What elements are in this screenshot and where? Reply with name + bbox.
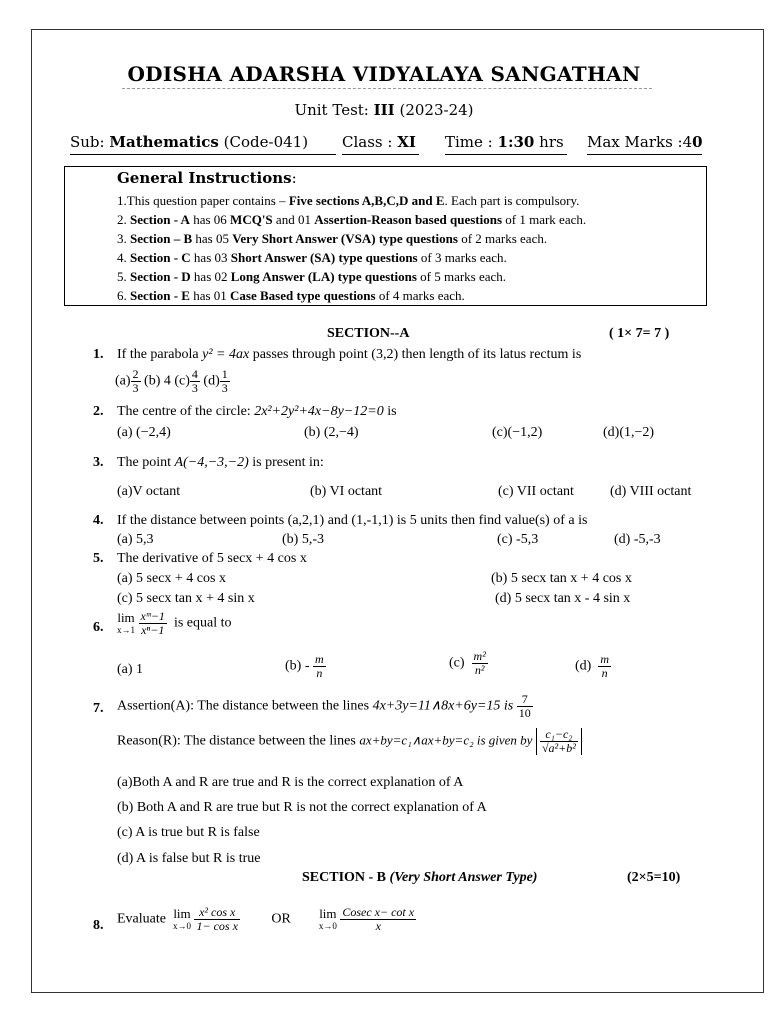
instruction-line: 3. Section – B has 05 Very Short Answer (VSA) type questions of 2 marks each.: [117, 231, 548, 246]
option: (c) 5 secx tan x + 4 sin x: [117, 591, 255, 606]
section-b-title: SECTION - B (Very Short Answer Type): [302, 870, 538, 885]
option: (c)(−1,2): [492, 425, 543, 440]
class-field: [342, 133, 416, 151]
time-unit: hrs: [539, 133, 564, 151]
option: (b) 5 secx tan x + 4 cos x: [491, 571, 632, 586]
section-a-title: SECTION--A: [327, 326, 410, 341]
option: (d)(1,−2): [603, 425, 655, 440]
option: (a)Both A and R are true and R is the correct explanation of A: [117, 775, 464, 790]
instructions-title: General Instructions:: [117, 169, 297, 187]
equation: 2x²+2y²+4x−8y−12=0: [254, 404, 384, 419]
equation: A(−4,−3,−2): [174, 455, 249, 470]
subject-underline: [70, 154, 336, 155]
option: (d) -5,-3: [614, 532, 661, 547]
section-b-marks: (2×5=10): [627, 870, 681, 885]
option: (c) -5,3: [497, 532, 539, 547]
title-underline: [122, 88, 652, 89]
question-number: 2.: [93, 404, 104, 419]
option: (b) (2,−4): [304, 425, 359, 440]
option: (a) 1: [117, 662, 144, 677]
reason: Reason(R): The distance between the lines ax+by=c₁∧ax+by=c₂ is given by $\frac{\text{c₁−c₂}}{\text{√a²+b²}}$: [117, 728, 582, 755]
marks-value-b: 0: [692, 133, 703, 151]
option: (a)V octant: [117, 484, 181, 499]
question-number: 3.: [93, 455, 104, 470]
question-number: 1.: [93, 347, 104, 362]
section-a-marks: ( 1× 7= 7 ): [609, 326, 670, 341]
option: (a) 5,3: [117, 532, 154, 547]
option: (a) 5 secx + 4 cos x: [117, 571, 226, 586]
option: (d) 5 secx tan x - 4 sin x: [495, 591, 631, 606]
instruction-line: 6. Section - E has 01 Case Based type questions of 4 marks each.: [117, 288, 465, 303]
option: (b) 5,-3: [282, 532, 324, 547]
time-underline: [445, 154, 567, 155]
option: (b) Both A and R are true but R is not the correct explanation of A: [117, 800, 487, 815]
assertion: Assertion(A): The distance between the lines 4x+3y=11∧8x+6y=15 is $\frac{7}{10}$: [117, 692, 531, 720]
instruction-line: 1.This question paper contains – Five sections A,B,C,D and E. Each part is compulsory.: [117, 193, 580, 208]
unit-test-line: [0, 101, 768, 119]
instruction-line: 5. Section - D has 02 Long Answer (LA) type questions of 5 marks each.: [117, 269, 507, 284]
question-text: Evaluate lim x→0 $\frac{\text{x² cos x}}{\text{1− cos x}}$ OR lim x→0 $\frac{\text{Cosec x− cot x}}{x}$: [117, 905, 415, 933]
option: (c) VII octant: [498, 484, 574, 499]
option: (a) (−2,4): [117, 425, 171, 440]
question-text: The derivative of 5 secx + 4 cos x: [117, 551, 307, 566]
class-underline: [342, 154, 419, 155]
question-text: lim x→1 $\frac{\text{xᵐ−1}}{\text{xⁿ−1}}$ is equal to: [117, 609, 232, 637]
question-number: 6.: [93, 620, 104, 635]
question-number: 4.: [93, 513, 104, 528]
instruction-line: 4. Section - C has 03 Short Answer (SA) type questions of 3 marks each.: [117, 250, 507, 265]
question-text: The centre of the circle: 2x²+2y²+4x−8y−12=0 is: [117, 404, 397, 419]
question-text: The point A(−4,−3,−2) is present in:: [117, 455, 324, 470]
marks-underline: [587, 154, 702, 155]
option: (c) A is true but R is false: [117, 825, 260, 840]
subject: Mathematics: [109, 133, 219, 151]
question-text: If the parabola y² = 4ax passes through point (3,2) then length of its latus rectum is: [117, 347, 582, 362]
subject-field: [70, 133, 308, 151]
marks-field: [587, 133, 703, 151]
question-number: 8.: [93, 918, 104, 933]
time-label: Time :: [445, 133, 493, 151]
option: (b) - $\frac{m}{n}$: [285, 652, 324, 680]
option: (d) A is false but R is true: [117, 851, 261, 866]
option: (c) $\frac{\text{m²}}{\text{n²}}$: [449, 649, 486, 677]
class-label: Class :: [342, 133, 393, 151]
school-title: ODISHA ADARSHA VIDYALAYA SANGATHAN: [127, 62, 641, 86]
sub-label: Sub:: [70, 133, 105, 151]
equation: y² = 4ax: [202, 347, 250, 362]
unit-test-label: Unit Test:: [294, 101, 369, 119]
subject-code: (Code-041): [223, 133, 309, 151]
question-number: 5.: [93, 551, 104, 566]
time-field: [445, 133, 564, 151]
question-number: 7.: [93, 701, 104, 716]
instruction-line: 2. Section - A has 06 MCQ'S and 01 Assertion-Reason based questions of 1 mark each.: [117, 212, 587, 227]
class-value: XI: [397, 133, 416, 151]
time-value: 1:30: [497, 133, 535, 151]
unit-test-year: (2023-24): [399, 101, 474, 119]
q1-options: (a) $\frac{2}{3}$ (b) 4 (c) $\frac{4}{3}$ (d) $\frac{1}{3}$: [115, 367, 228, 395]
option: (d) $\frac{m}{n}$: [575, 652, 609, 680]
unit-test-roman: III: [373, 101, 395, 119]
option: (b) VI octant: [310, 484, 383, 499]
marks-label: Max Marks :: [587, 133, 683, 151]
question-text: If the distance between points (a,2,1) and (1,-1,1) is 5 units then find value(s) of a is: [117, 513, 588, 528]
option: (d) VIII octant: [610, 484, 692, 499]
marks-value-a: 4: [682, 133, 693, 151]
